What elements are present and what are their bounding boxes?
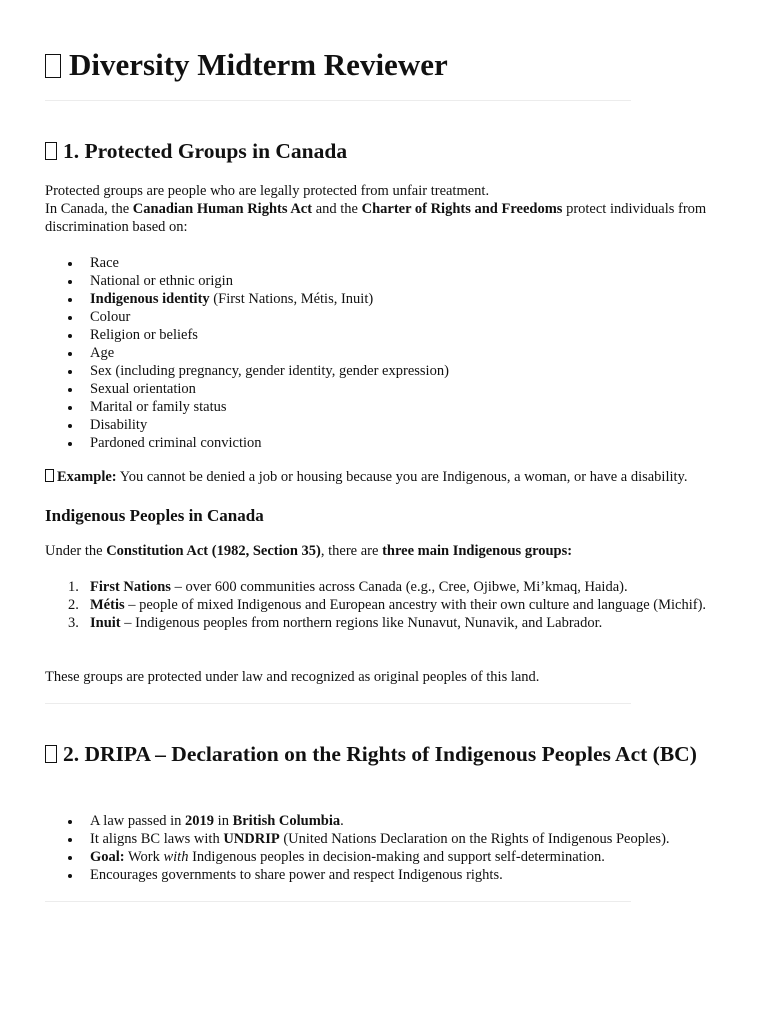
list-item-text: Disability	[90, 417, 148, 433]
section-1-intro	[45, 182, 735, 236]
missing-glyph-icon	[45, 142, 57, 160]
list-item-text: (United Nations Declaration on the Rights of Indigenous Peoples).	[279, 831, 670, 847]
list-item	[45, 416, 735, 434]
list-item	[45, 308, 735, 326]
three-groups-term: three main Indigenous groups:	[382, 543, 573, 559]
group-description: – Indigenous peoples from northern regions like Nunavut, Nunavik, and Labrador.	[120, 615, 603, 631]
list-item-text: National or ethnic origin	[90, 273, 233, 289]
goal-label: Goal:	[90, 849, 125, 865]
page-title	[45, 46, 448, 84]
divider	[45, 100, 631, 101]
list-item-text: Age	[90, 345, 115, 361]
list-item	[45, 254, 735, 272]
list-item-text: .	[340, 813, 344, 829]
list-item-text: Race	[90, 255, 119, 271]
list-item-bold: Indigenous identity	[90, 291, 210, 307]
group-name: First Nations	[90, 579, 171, 595]
list-item	[45, 344, 735, 362]
list-item-text: A law passed in	[90, 813, 186, 829]
undrip-term: UNDRIP	[223, 831, 280, 847]
list-item-text: (First Nations, Métis, Inuit)	[209, 291, 374, 307]
list-item	[45, 434, 735, 452]
list-item-text: Marital or family status	[90, 399, 227, 415]
example-text: You cannot be denied a job or housing because you are Indigenous, a woman, or have a disability.	[116, 469, 688, 485]
list-item	[45, 812, 735, 830]
closing-paragraph: These groups are protected under law and recognized as original peoples of this land.	[45, 669, 540, 685]
indigenous-peoples-subheading: Indigenous Peoples in Canada	[45, 506, 264, 525]
emphasis-text: with	[163, 849, 189, 865]
intro-text: protect individuals from discrimination based on:	[45, 201, 707, 235]
paragraph-text: Under the	[45, 543, 107, 559]
list-number: 1.	[68, 579, 79, 595]
year-term: 2019	[185, 813, 215, 829]
list-item-text: Colour	[90, 309, 131, 325]
list-item	[45, 596, 735, 614]
charter-term: Charter of Rights and Freedoms	[361, 201, 563, 217]
missing-glyph-icon	[45, 469, 54, 482]
chra-term: Canadian Human Rights Act	[132, 201, 313, 217]
list-item	[45, 578, 735, 596]
list-item	[45, 380, 735, 398]
indigenous-groups-list	[45, 578, 735, 632]
list-item-text: Sex (including pregnancy, gender identity, gender expression)	[90, 363, 449, 379]
list-number: 2.	[68, 597, 79, 613]
paragraph-text: , there are	[320, 543, 383, 559]
list-number: 3.	[68, 615, 79, 631]
group-description: – people of mixed Indigenous and European ancestry with their own culture and language (Michif).	[124, 597, 707, 613]
list-item	[45, 290, 735, 308]
list-item	[45, 848, 735, 866]
group-name: Inuit	[90, 615, 121, 631]
dripa-list	[45, 812, 735, 884]
example-note	[45, 468, 735, 486]
list-item-text: Indigenous peoples in decision-making and support self-determination.	[188, 849, 605, 865]
list-item	[45, 614, 735, 632]
divider	[45, 901, 631, 902]
list-item	[45, 398, 735, 416]
intro-line-1: Protected groups are people who are legally protected from unfair treatment.	[45, 183, 490, 199]
constitution-term: Constitution Act (1982, Section 35)	[106, 543, 321, 559]
group-name: Métis	[90, 597, 125, 613]
section-1-heading-text: 1. Protected Groups in Canada	[63, 139, 348, 163]
missing-glyph-icon	[45, 54, 61, 78]
intro-text: In Canada, the	[45, 201, 133, 217]
divider	[45, 703, 631, 704]
constitution-paragraph	[45, 542, 735, 560]
list-item-text: Sexual orientation	[90, 381, 196, 397]
list-item	[45, 866, 735, 884]
list-item-text: Pardoned criminal conviction	[90, 435, 262, 451]
section-2-heading-text: 2. DRIPA – Declaration on the Rights of Indigenous Peoples Act (BC)	[63, 742, 697, 766]
list-item-text: Work	[124, 849, 164, 865]
example-label: Example:	[57, 469, 117, 485]
group-description: – over 600 communities across Canada (e.g., Cree, Ojibwe, Mi’kmaq, Haida).	[170, 579, 628, 595]
list-item-text: It aligns BC laws with	[90, 831, 224, 847]
list-item	[45, 362, 735, 380]
intro-text: and the	[312, 201, 362, 217]
list-item	[45, 830, 735, 848]
missing-glyph-icon	[45, 745, 57, 763]
section-2-heading	[45, 740, 705, 768]
list-item-text: in	[214, 813, 233, 829]
list-item	[45, 272, 735, 290]
protected-grounds-list	[45, 254, 735, 452]
place-term: British Columbia	[232, 813, 341, 829]
list-item-text: Religion or beliefs	[90, 327, 198, 343]
section-1-heading	[45, 137, 347, 165]
page-title-text: Diversity Midterm Reviewer	[69, 47, 448, 82]
list-item-text: Encourages governments to share power and respect Indigenous rights.	[90, 867, 503, 883]
list-item	[45, 326, 735, 344]
